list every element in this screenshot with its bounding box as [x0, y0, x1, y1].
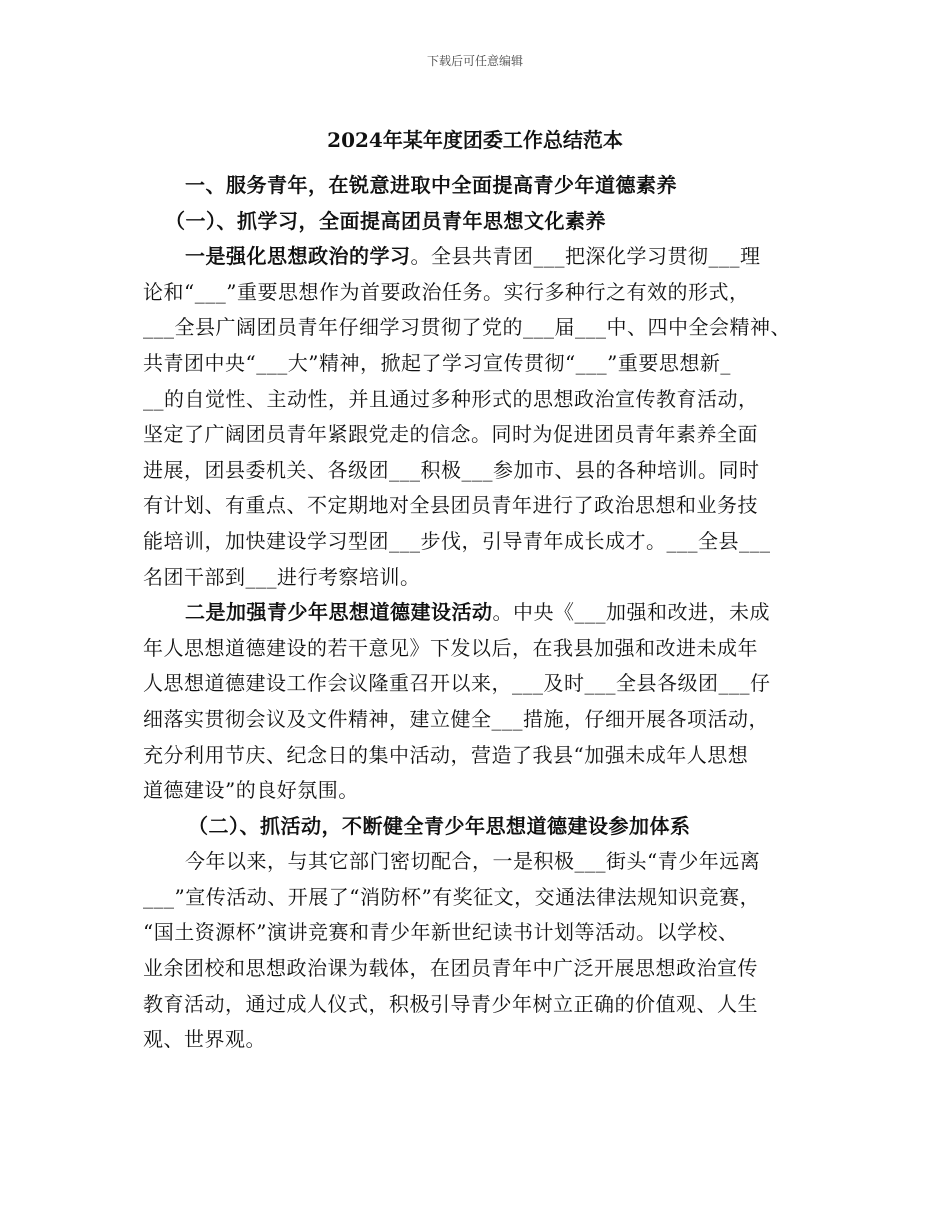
body-line — [143, 844, 815, 880]
line-text: 年人思想道德建设的若干意见》下发以后，在我县加强和改进未成年 — [143, 635, 758, 660]
document-title: 2024年某年度团委工作总结范本 — [327, 128, 623, 152]
line-text: 细落实贯彻会议及文件精神，建立健全___措施，仔细开展各项活动， — [143, 706, 769, 731]
line-text: “国土资源杯”演讲竞赛和青少年新世纪读书计划等活动。以学校、 — [143, 920, 739, 945]
body-line — [143, 524, 815, 560]
body-line — [143, 666, 815, 702]
line-text: 。中央《___加强和改进，未成 — [492, 600, 770, 625]
line-text: 共青团中央“___大”精神，掀起了学习宣传贯彻“___”重要思想新_ — [143, 350, 731, 375]
body-line — [143, 809, 815, 845]
line-text: 论和“___”重要思想作为首要政治任务。实行多种行之有效的形式， — [143, 279, 750, 304]
line-text: （一）、抓学习，全面提高团员青年思想文化素养 — [165, 208, 606, 233]
line-text: 道德建设”的良好氛围。 — [143, 778, 359, 803]
body-line — [143, 204, 815, 240]
paragraph-lead-phrase: 二是加强青少年思想道德建设活动 — [185, 600, 493, 625]
body-line — [143, 738, 815, 774]
body-line — [143, 595, 815, 631]
body-line — [143, 417, 815, 453]
body-line — [143, 239, 815, 275]
line-text: 人思想道德建设工作会议隆重召开以来，___及时___全县各级团___仔 — [143, 671, 771, 696]
body-line — [143, 915, 815, 951]
body-line — [143, 951, 815, 987]
body-line — [143, 168, 815, 204]
line-text: 名团干部到___进行考察培训。 — [143, 564, 421, 589]
line-text: 教育活动，通过成人仪式，积极引导青少年树立正确的价值观、人生 — [143, 991, 758, 1016]
line-text: 观、世界观。 — [143, 1027, 266, 1052]
body-line — [143, 1022, 815, 1058]
body-line — [143, 488, 815, 524]
document-body — [143, 168, 815, 1058]
body-line — [143, 880, 815, 916]
line-text: 。全县共青团___把深化学习贯彻___理 — [410, 244, 761, 269]
line-text: ___”宣传活动、开展了“消防杯”有奖征文，交通法律法规知识竞赛， — [143, 884, 761, 909]
body-line — [143, 346, 815, 382]
line-text: 有计划、有重点、不定期地对全县团员青年进行了政治思想和业务技 — [143, 493, 758, 518]
line-text: （二）、抓活动，不断健全青少年思想道德建设参加体系 — [188, 813, 691, 838]
page-header-note: 下载后可任意编辑 — [426, 54, 523, 68]
line-text: 进展，团县委机关、各级团___积极___参加市、县的各种培训。同时 — [143, 457, 760, 482]
line-text: 能培训，加快建设学习型团___步伐，引导青年成长成才。___全县___ — [143, 528, 771, 553]
body-line — [143, 453, 815, 489]
body-line — [143, 631, 815, 667]
body-line — [143, 560, 815, 596]
line-text: ___全县广阔团员青年仔细学习贯彻了党的___届___中、四中全会精神、 — [143, 315, 791, 340]
line-text: 业余团校和思想政治课为载体，在团员青年中广泛开展思想政治宣传 — [143, 956, 758, 981]
body-line — [143, 310, 815, 346]
line-text: 充分利用节庆、纪念日的集中活动，营造了我县“加强未成年人思想 — [143, 742, 749, 767]
line-text: __的自觉性、主动性，并且通过多种形式的思想政治宣传教育活动， — [143, 386, 759, 411]
paragraph-lead-phrase: 一是强化思想政治的学习 — [185, 244, 411, 269]
body-line — [143, 382, 815, 418]
line-text: 一、服务青年，在锐意进取中全面提高青少年道德素养 — [185, 173, 677, 197]
line-text: 坚定了广阔团员青年紧跟党走的信念。同时为促进团员青年素养全面 — [143, 422, 758, 447]
body-line — [143, 987, 815, 1023]
body-line — [143, 773, 815, 809]
body-line — [143, 275, 815, 311]
body-line — [143, 702, 815, 738]
line-text: 今年以来，与其它部门密切配合，一是积极___街头“青少年远离 — [185, 849, 761, 874]
